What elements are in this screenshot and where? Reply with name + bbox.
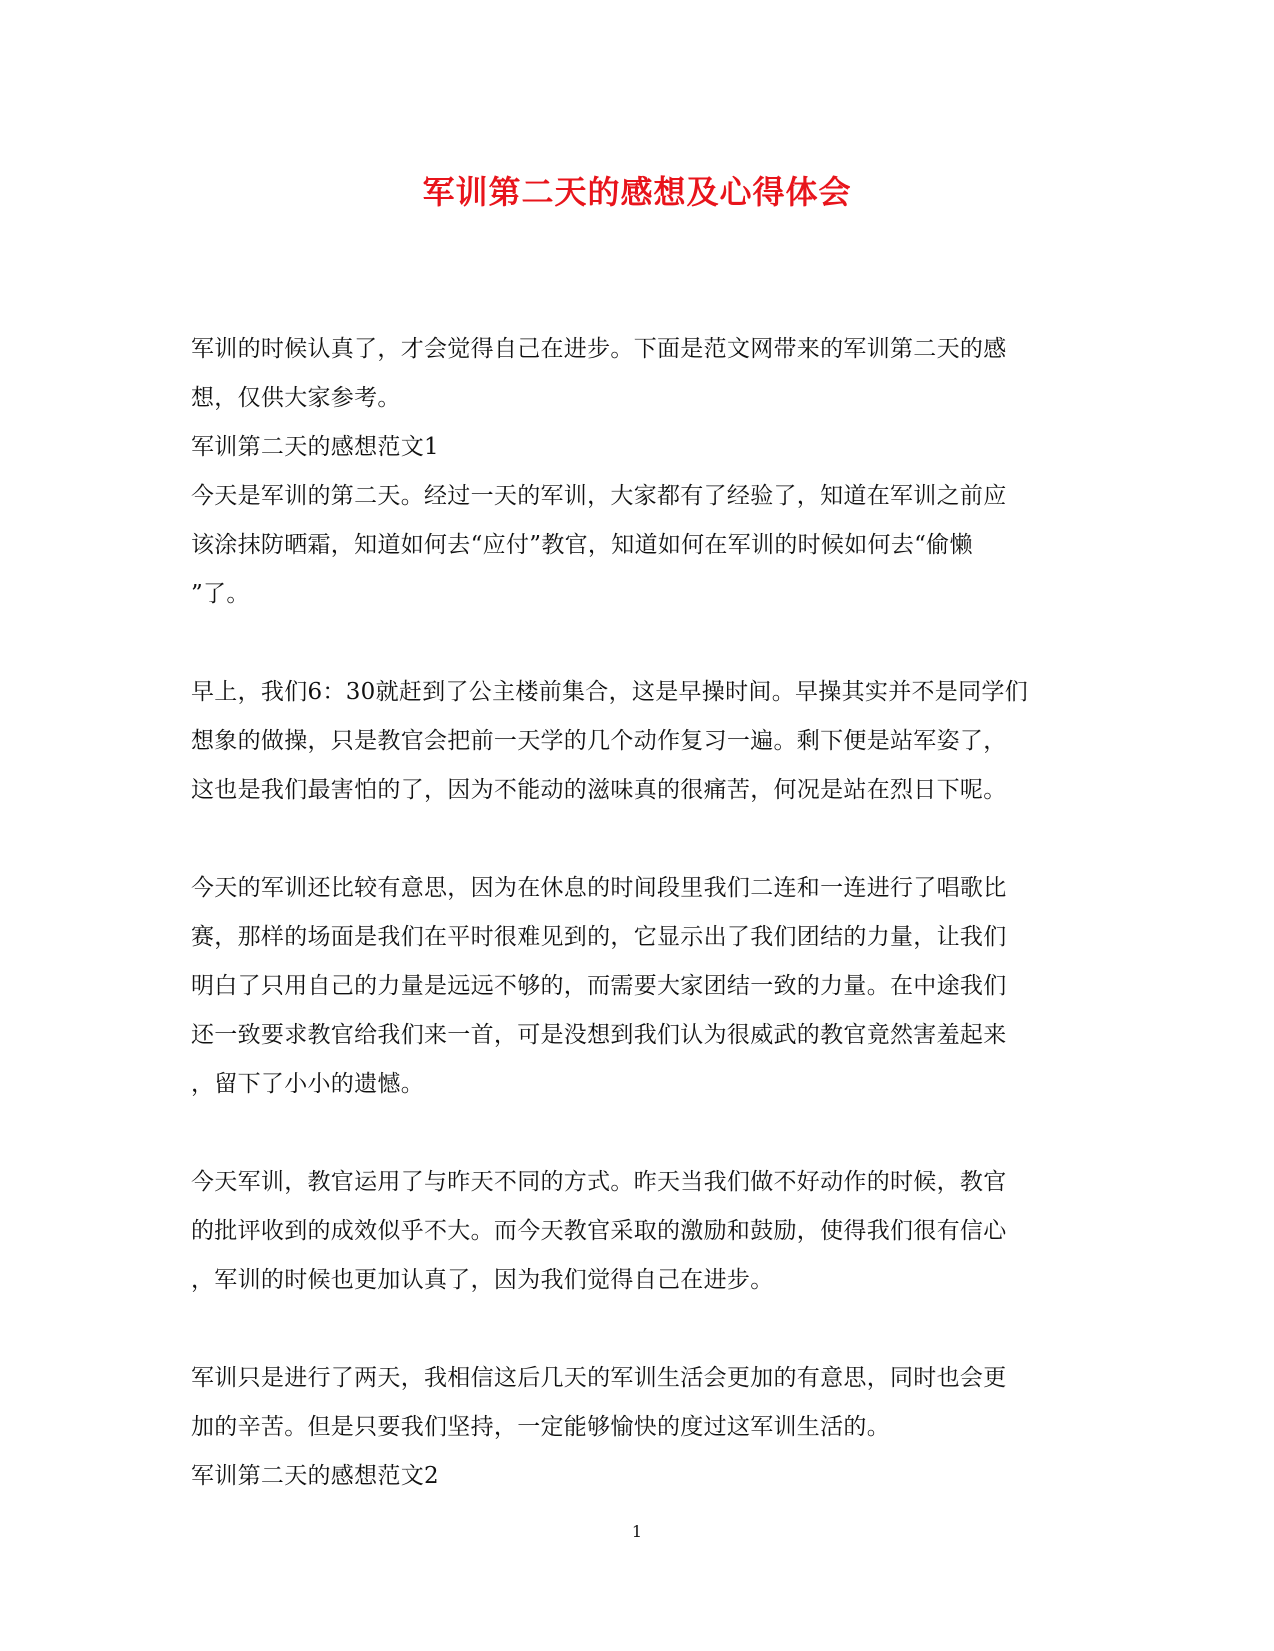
text-line: 该涂抹防晒霜，知道如何去“应付”教官，知道如何在军训的时候如何去“偷懒 bbox=[191, 532, 973, 558]
blank-line bbox=[191, 1109, 1087, 1158]
text-line: 早上，我们6：30就赶到了公主楼前集合，这是早操时间。早操其实并不是同学们 bbox=[191, 679, 1028, 705]
text-line: 军训只是进行了两天，我相信这后几天的军训生活会更加的有意思，同时也会更 bbox=[191, 1365, 1007, 1391]
paragraph-4 bbox=[191, 1158, 1087, 1305]
text-line: 这也是我们最害怕的了，因为不能动的滋味真的很痛苦，何况是站在烈日下呢。 bbox=[191, 777, 1007, 803]
text-line: 加的辛苦。但是只要我们坚持，一定能够愉快的度过这军训生活的。 bbox=[191, 1414, 890, 1440]
text-line: ”了。 bbox=[191, 581, 250, 607]
blank-line bbox=[191, 815, 1087, 864]
intro-paragraph bbox=[191, 325, 1087, 423]
document-title: 军训第二天的感想及心得体会 bbox=[422, 173, 852, 211]
paragraph-3 bbox=[191, 864, 1087, 1109]
text-line: 想象的做操，只是教官会把前一天学的几个动作复习一遍。剩下便是站军姿了， bbox=[191, 728, 1007, 754]
text-line: ，军训的时候也更加认真了，因为我们觉得自己在进步。 bbox=[191, 1267, 774, 1293]
paragraph-1 bbox=[191, 472, 1087, 619]
blank-line bbox=[191, 619, 1087, 668]
text-line: 今天军训，教官运用了与昨天不同的方式。昨天当我们做不好动作的时候，教官 bbox=[191, 1169, 1007, 1195]
page-number: 1 bbox=[631, 1522, 643, 1541]
text-line: 今天的军训还比较有意思，因为在休息的时间段里我们二连和一连进行了唱歌比 bbox=[191, 875, 1007, 901]
section-heading-2: 军训第二天的感想范文2 bbox=[191, 1463, 439, 1489]
paragraph-2 bbox=[191, 668, 1087, 815]
text-line: 赛，那样的场面是我们在平时很难见到的，它显示出了我们团结的力量，让我们 bbox=[191, 924, 1007, 950]
text-line: 今天是军训的第二天。经过一天的军训，大家都有了经验了，知道在军训之前应 bbox=[191, 483, 1007, 509]
text-line: 还一致要求教官给我们来一首，可是没想到我们认为很威武的教官竟然害羞起来 bbox=[191, 1022, 1007, 1048]
text-line: 明白了只用自己的力量是远远不够的，而需要大家团结一致的力量。在中途我们 bbox=[191, 973, 1007, 999]
section-heading-1: 军训第二天的感想范文1 bbox=[191, 434, 439, 460]
text-line: 想，仅供大家参考。 bbox=[191, 385, 401, 411]
text-line: 的批评收到的成效似乎不大。而今天教官采取的激励和鼓励，使得我们很有信心 bbox=[191, 1218, 1007, 1244]
document-body bbox=[191, 325, 1087, 1501]
text-line: ，留下了小小的遗憾。 bbox=[191, 1071, 424, 1097]
blank-line bbox=[191, 1305, 1087, 1354]
text-line: 军训的时候认真了，才会觉得自己在进步。下面是范文网带来的军训第二天的感 bbox=[191, 336, 1007, 362]
paragraph-5 bbox=[191, 1354, 1087, 1452]
